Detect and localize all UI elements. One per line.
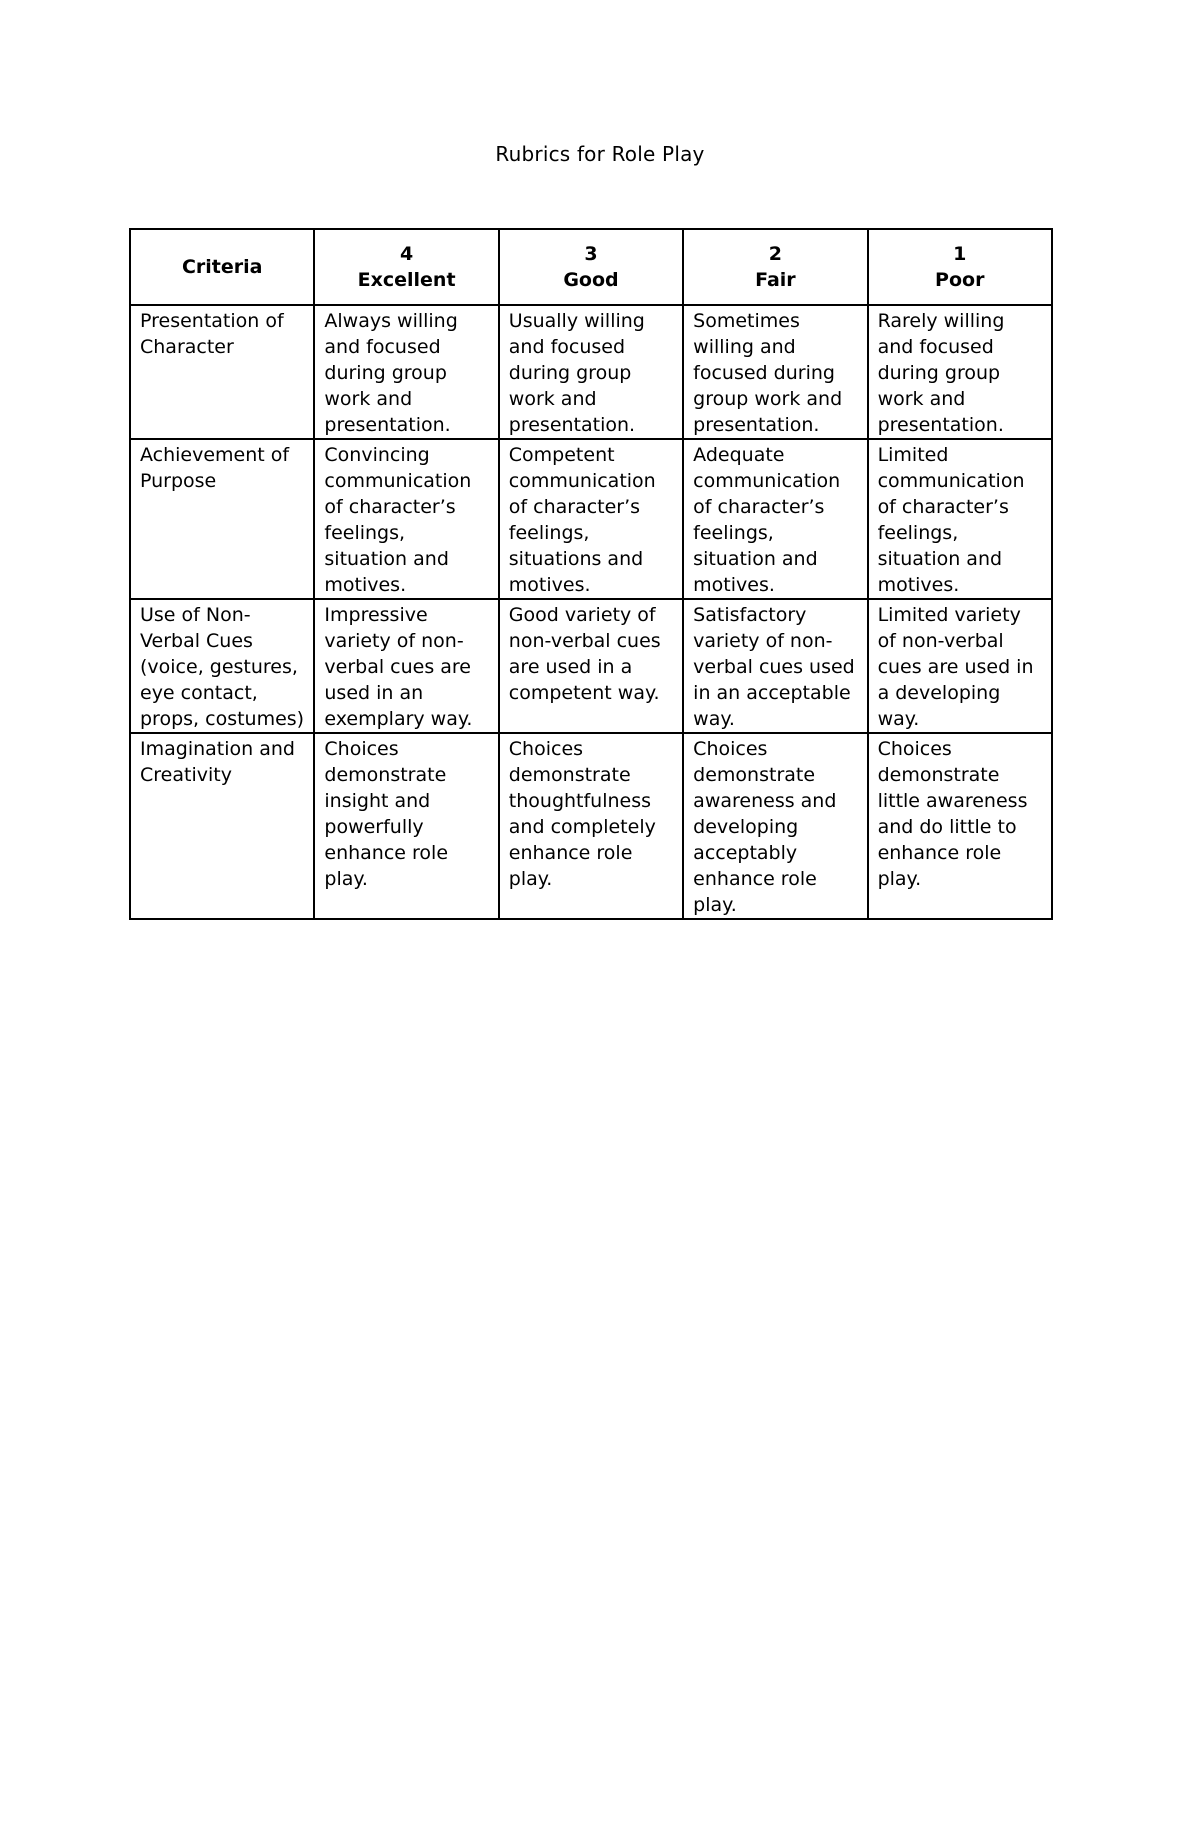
criterion-cell: Achievement of Purpose: [130, 439, 314, 599]
descriptor-cell: Always willing and focused during group work and presentation.: [314, 305, 498, 439]
descriptor-cell: Rarely willing and focused during group work and presentation.: [868, 305, 1052, 439]
table-row: [130, 733, 1052, 919]
table-row: [130, 439, 1052, 599]
level-label: Excellent: [357, 269, 456, 291]
rubric-table: [129, 228, 1053, 920]
descriptor-cell: Choices demonstrate little awareness and do little to enhance role play.: [868, 733, 1052, 919]
table-row: [130, 305, 1052, 439]
level-score: 1: [953, 243, 967, 265]
header-criteria: Criteria: [130, 229, 314, 305]
level-score: 4: [399, 243, 414, 265]
descriptor-cell: Choices demonstrate awareness and developing acceptably enhance role play.: [683, 733, 867, 919]
header-level-good: [499, 229, 683, 305]
table-row: [130, 599, 1052, 733]
descriptor-cell: Adequate communication of character’s feelings, situation and motives.: [683, 439, 867, 599]
descriptor-cell: Satisfactory variety of non-verbal cues used in an acceptable way.: [683, 599, 867, 733]
criterion-cell: Presentation of Character: [130, 305, 314, 439]
descriptor-cell: Choices demonstrate insight and powerfully enhance role play.: [314, 733, 498, 919]
descriptor-cell: Competent communication of character’s feelings, situations and motives.: [499, 439, 683, 599]
header-level-poor: [868, 229, 1052, 305]
level-label: Poor: [935, 269, 985, 291]
page-title: Rubrics for Role Play: [495, 142, 705, 166]
descriptor-cell: Choices demonstrate thoughtfulness and completely enhance role play.: [499, 733, 683, 919]
header-row: [130, 229, 1052, 305]
level-label: Fair: [755, 269, 796, 291]
descriptor-cell: Impressive variety of non-verbal cues are used in an exemplary way.: [314, 599, 498, 733]
descriptor-cell: Usually willing and focused during group work and presentation.: [499, 305, 683, 439]
descriptor-cell: Convincing communication of character’s feelings, situation and motives.: [314, 439, 498, 599]
criterion-cell: Imagination and Creativity: [130, 733, 314, 919]
header-level-excellent: [314, 229, 498, 305]
criterion-cell: Use of Non-Verbal Cues (voice, gestures, eye contact, props, costumes): [130, 599, 314, 733]
header-level-fair: [683, 229, 867, 305]
level-score: 3: [584, 243, 598, 265]
level-label: Good: [563, 269, 619, 291]
descriptor-cell: Limited communication of character’s feelings, situation and motives.: [868, 439, 1052, 599]
level-score: 2: [768, 243, 782, 265]
descriptor-cell: Limited variety of non-verbal cues are used in a developing way.: [868, 599, 1052, 733]
descriptor-cell: Good variety of non-verbal cues are used in a competent way.: [499, 599, 683, 733]
descriptor-cell: Sometimes willing and focused during group work and presentation.: [683, 305, 867, 439]
